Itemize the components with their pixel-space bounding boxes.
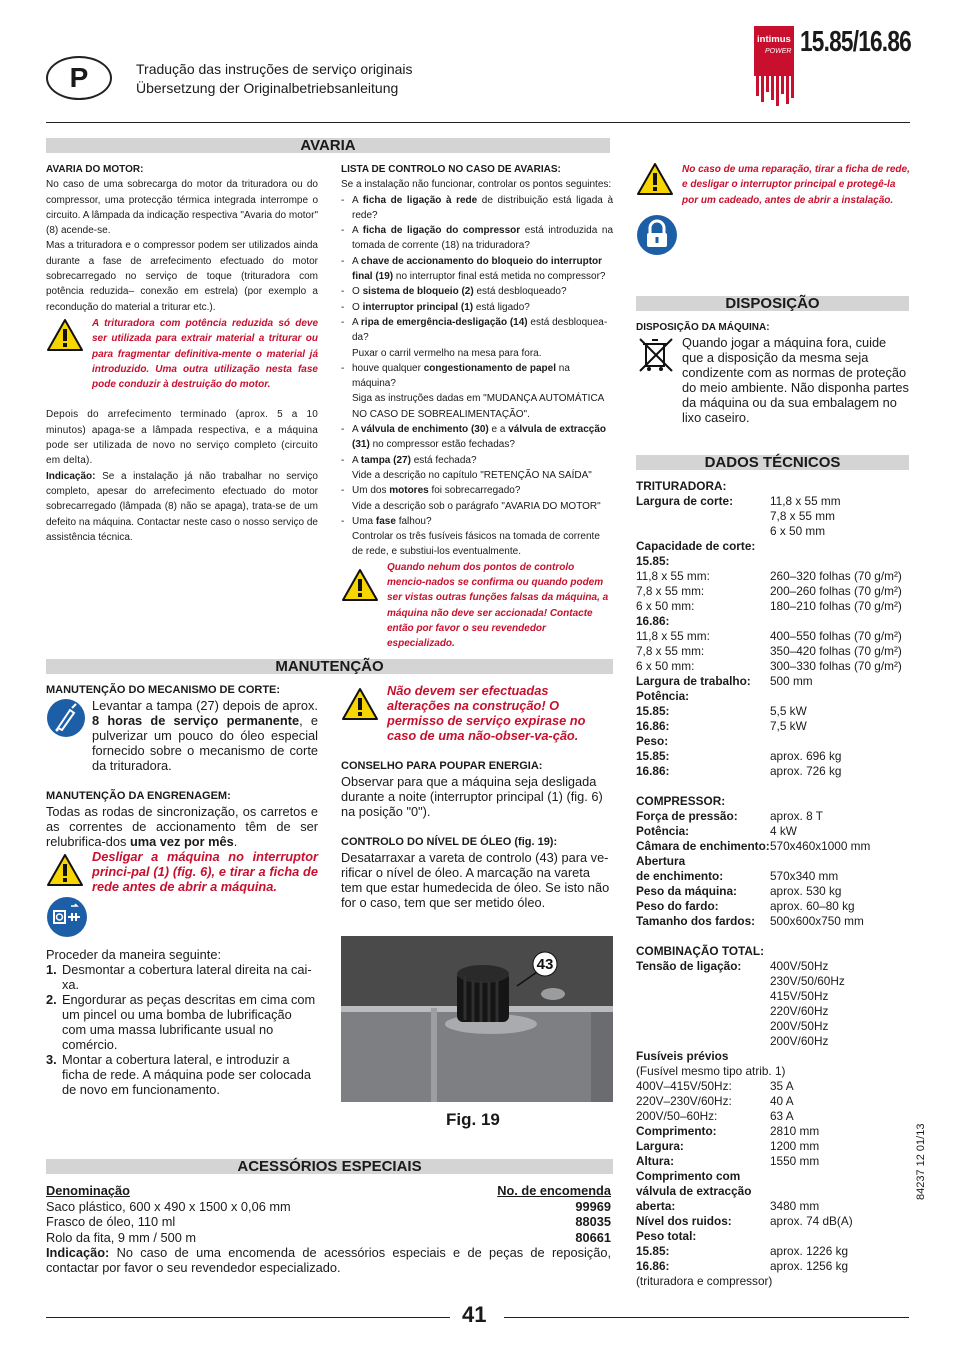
spec-label: TRITURADORA: [636,479,727,493]
spec-row [636,1184,910,1199]
spec-value: 400–550 folhas (70 g/m²) [770,629,902,643]
repair-warn-text: No caso de uma reparação, tirar a ficha de rede, e desligar o interruptor principal e protegê-la por um cadeado, antes de abrir a instalação. [682,164,910,206]
list-title: LISTA DE CONTROLO NO CASO DE AVARIAS: [341,164,561,175]
spec-row [636,734,910,749]
spec-value: aprox. 8 T [770,809,823,823]
spec-label: Tamanho dos fardos: [636,914,756,928]
spec-row [636,1079,910,1094]
energia-text: Observar para que a máquina seja desligada durante a noite (interruptor principal (1) (fig. 6) na posição "0"). [341,774,603,819]
figure-caption: Fig. 19 [446,1110,500,1129]
plug-icon [46,896,318,941]
spec-value: 570x460x1000 mm [770,839,871,853]
spec-value: aprox. 726 kg [770,764,842,778]
spec-row [636,509,910,524]
accessory-row [46,1214,611,1230]
warning-icon [341,683,387,743]
step: 2. Engordurar as peças descritas em cima com um pincel ou uma bomba de lubrificação com uma massa lubrificante usual no comércio. [46,992,316,1052]
document-code: 84237 12 01/13 [915,1123,927,1200]
check-item: - A ficha de ligação do compressor está introduzida na tomada de corrente (18) na triduradora? [341,225,614,252]
accessory-order-no: 80661 [575,1229,611,1245]
corte-text: Levantar a tampa (27) depois de aprox. 8 horas de serviço permanente, e pulverizar um pouco do óleo especial fornecido sobre o mecanismo de corte da trituradora. [92,698,318,773]
eng-warn-text: Desligar a máquina no interruptor princi-pal (1) (fig. 6), e tirar a ficha de rede antes de abrir a máquina. [92,849,318,894]
spec-value: 1200 mm [770,1139,820,1153]
spec-label: Peso: [636,734,669,748]
spec-label: 200V/50–60Hz: [636,1109,718,1123]
check-item: - Uma fase falhou? Controlar os três fusíveis fásicos na tomada de corrente de rede, e substiui-los eventualmente. [341,515,600,558]
eng-title: MANUTENÇÃO DA ENGRENAGEM: [46,790,231,802]
spec-label [636,989,770,1004]
section-acessorios: ACESSÓRIOS ESPECIAIS [46,1159,613,1174]
check-item: - A chave de accionamento do bloqueio do interruptor final (19) no interruptor final está metida no compressor? [341,255,606,283]
accessory-name: Rolo da fita, 9 mm / 500 m [46,1229,197,1245]
spec-row [636,1094,910,1109]
spec-label [636,524,770,539]
spec-label: Capacidade de corte: [636,539,756,553]
spec-value: 11,8 x 55 mm [770,494,841,508]
spec-row [636,944,910,959]
spec-value: 500x600x750 mm [770,914,864,928]
col3-repair [636,162,910,261]
list-intro: Se a instalação não funcionar, controlar os pontos seguintes: [341,179,612,191]
spec-label: 400V–415V/50Hz: [636,1079,732,1093]
spec-value [770,479,910,494]
check-item: - houve qualquer congestionamento de papel na máquina? Siga as instruções dadas em "MUDANÇA AUTOMÁTICA NO CASO DE SOBREALIMENTAÇÃO". [341,362,604,420]
spec-value: 400V/50Hz [770,959,829,973]
spec-value [770,779,910,794]
header-line-1: Tradução das instruções de serviço originais [136,61,413,77]
spec-value: aprox. 530 kg [770,884,842,898]
spec-row [636,689,910,704]
spec-value: 63 A [770,1109,794,1123]
maint-col1 [46,683,318,1097]
spec-label: válvula de extracção [636,1184,752,1198]
padlock-icon [636,214,910,261]
disposal-text: Quando jogar a máquina fora, cuide que a disposição da mesma seja condizente com as normas de proteção do meio ambiente. Não disponha partes da máquina ou da sua embalagem no lixo caseiro. [682,335,909,426]
spec-value: 200–260 folhas (70 g/m²) [770,584,902,598]
spec-value: 180–210 folhas (70 g/m²) [770,599,902,613]
accessory-name: Frasco de óleo, 110 ml [46,1214,176,1229]
spec-row [636,989,910,1004]
language-badge: P [46,56,112,100]
motor-warning [46,316,318,392]
spec-label: Largura: [636,1139,684,1153]
spec-row [636,914,910,929]
spec-row [636,794,910,809]
accessory-order-no: 88035 [575,1214,611,1229]
step: 3. Montar a cobertura lateral, e introduzir a ficha de rede. A máquina pode ser colocada de novo em funcionamento. [46,1052,312,1097]
brand-name: intimus [757,34,791,45]
spec-row [636,569,910,584]
spec-value [770,734,910,749]
spec-value: 3480 mm [770,1199,820,1213]
spec-value: 500 mm [770,674,813,688]
spec-row [636,899,910,914]
accessory-row [46,1199,611,1215]
spec-value: aprox. 74 dB(A) [770,1214,853,1228]
warning-icon [46,849,92,894]
spec-row [636,629,910,644]
brand-sub: POWER [765,48,792,55]
spec-label: Largura de trabalho: [636,674,751,688]
spec-row [636,494,910,509]
spec-label [636,929,770,944]
motor-p3: Depois do arrefecimento terminado (aprox. 5 a 10 minutos) apaga-se a lâmpada respectiva, e a máquina pode ser utilizada de novo no serviço completo (circuito em delta). [46,409,318,467]
spec-row [636,959,910,974]
spec-label: Fusíveis prévios [636,1049,729,1063]
header-text [136,60,413,98]
spec-row [636,1034,910,1049]
spec-label: 15.85: [636,749,670,763]
spec-value: aprox. 60–80 kg [770,899,855,913]
spec-value: 5,5 kW [770,704,807,718]
check-item: - O interruptor principal (1) está ligado? [341,301,530,313]
col3-disposal [636,320,910,425]
spec-value [785,1064,910,1079]
spec-row [636,1229,910,1244]
spec-row [636,614,910,629]
spec-row [636,1019,910,1034]
spec-label: 15.85: [636,1244,670,1258]
spec-label: Largura de corte: [636,494,734,508]
spec-value: 300–330 folhas (70 g/m²) [770,659,902,673]
spec-value [770,929,910,944]
spec-label [636,1034,770,1049]
spec-row [636,1109,910,1124]
spec-row [636,824,910,839]
section-manutencao: MANUTENÇÃO [46,659,613,674]
oleo-text: Desatarraxar a vareta de controlo (43) para ve-rificar o nível de óleo. A marcação na vareta tem que estar humedecida de óleo. Se isto não for o caso, tem que ser metido óleo. [341,850,610,910]
spec-label: 15.85: [636,554,670,568]
spec-row [636,1049,910,1064]
spec-value: 230V/50/60Hz [770,974,845,988]
motor-indication: Indicação: Se a instalação já não trabalhar no serviço completo, apesar do arrefecimento efectuado do motor sobrecarregado (lâmpada (8) não se apaga), trata-se de um defeito na máquina. Contactar neste caso o nosso serviço de assistência técnica. [46,470,318,543]
spec-label [636,1019,770,1034]
spec-value: 220V/60Hz [770,1004,829,1018]
spec-row [636,779,910,794]
motor-title: AVARIA DO MOTOR: [46,164,144,175]
check-item: - A válvula de enchimento (30) e a válvula de extracção (31) no compressor estão fechadas? [341,424,607,451]
spec-row [636,554,910,569]
spec-label: Comprimento com [636,1169,741,1183]
spec-row [636,1274,910,1289]
spec-label: Força de pressão: [636,809,738,823]
spec-value [764,944,910,959]
spec-row [636,1154,910,1169]
header-divider [46,122,910,123]
spec-label: 16.86: [636,614,670,628]
spec-label: 220V–230V/60Hz: [636,1094,732,1108]
spec-label: Potência: [636,824,690,838]
spec-value: 7,8 x 55 mm [770,509,835,523]
spec-row [636,929,910,944]
spec-label [636,974,770,989]
page-number: 41 [462,1302,487,1327]
spec-row [636,479,910,494]
oil-can-icon [46,698,92,773]
spec-value: aprox. 1226 kg [770,1244,849,1258]
motor-warn-text: A trituradora com potência reduzida só deve ser utilizada para extrair material a triturar ou para fragmentar definitiva-mente o material já introduzido. Uma outra utilização nesta fase pode conduzir à destruição do motor. [92,317,318,391]
spec-label: COMBINAÇÃO TOTAL: [636,944,765,958]
oil-dipstick-photo [341,936,613,1102]
spec-label: COMPRESSOR: [636,794,726,808]
spec-label: Peso da máquina: [636,884,737,898]
warning-icon [46,316,92,392]
spec-row [636,1004,910,1019]
spec-value: 35 A [770,1079,794,1093]
warning-icon [636,162,682,208]
spec-row [636,1139,910,1154]
spec-value [772,1274,910,1289]
spec-row [636,644,910,659]
check-item: - A tampa (27) está fechada? Vide a descrição no capítulo "RETENÇÃO NA SAÍDA" [341,454,592,481]
spec-label: Nível dos ruidos: [636,1214,732,1228]
spec-label: 16.86: [636,764,670,778]
spec-row [636,869,910,884]
spec-label: aberta: [636,1199,676,1213]
eng-text: Todas as rodas de sincronização, os carretos e as correntes de accionamento têm de ser relubrifica-dos uma vez por mês. [46,804,318,849]
motor-p2: Mas a trituradora e o compressor podem ser utilizados ainda durante a fase de arrefecimento efectuado do motor sobrecarregado no serviço de toque (trituradora com potência reduzida– conexão em estrela) (por exemplo a recondução do material a triturar etc.). [46,240,318,313]
accessory-order-no: 99969 [575,1198,611,1214]
accessories-header: Denominação No. de encomenda [46,1183,611,1198]
spec-row [636,884,910,899]
spec-label: 7,8 x 55 mm: [636,584,705,598]
spec-row [636,749,910,764]
spec-row [636,599,910,614]
spec-value: 6 x 50 mm [770,524,826,538]
spec-value: aprox. 1256 kg [770,1259,849,1273]
spec-value: 1550 mm [770,1154,820,1168]
disposal-title: DISPOSIÇÃO DA MÁQUINA: [636,322,770,333]
spec-value [770,614,910,629]
checklist-warn-text: Quando nehum dos pontos de controlo mencio-nados se confirma ou quando podem ser vistas outras funções falsas da máquina, a máquina não deve ser accionada! Contacte então por favor o seu revendedor especializado. [387,561,609,650]
check-item: - Um dos motores foi sobrecarregado? Vide a descrição sob o parágrafo "AVARIA DO MOTOR" [341,485,601,512]
spec-label: de enchimento: [636,869,724,883]
spec-row [636,674,910,689]
spec-label: Abertura [636,854,686,868]
accessories-note: Indicação: No caso de uma encomenda de acessórios especiais e de peças de reposição, contactar por favor o seu revendedor especializado. [46,1245,611,1275]
spec-value: 4 kW [770,824,797,838]
construction-warn: Não devem ser efectuadas alterações na construção! O permisso de serviço expirase no caso de uma não-obser-va-ção. [387,683,586,743]
spec-label: 16.86: [636,1259,670,1273]
spec-value: 350–420 folhas (70 g/m²) [770,644,902,658]
spec-row [636,854,910,869]
spec-value [770,1229,910,1244]
motor-p1: No caso de uma sobrecarga do motor da trituradora ou do compressor, uma protecção térmica integrada interrompe o circuito. A lâmpada da indicação respectiva "Avaria do motor" (8) acende-se. [46,179,318,237]
col1-avaria [46,162,318,545]
warning-icon [341,560,387,652]
spec-row [636,704,910,719]
check-item: - A ripa de emergência-desligação (14) está desbloquea-da? Puxar o carril vermelho na mesa para fora. [341,316,608,359]
spec-label: (Fusível mesmo tipo atrib. 1) [636,1064,786,1078]
spec-label: Tensão de ligação: [636,959,742,973]
section-dados: DADOS TÉCNICOS [636,455,909,470]
oleo-title: CONTROLO DO NÍVEL DE ÓLEO (fig. 19): [341,836,558,848]
intimus-logo [754,26,794,108]
accessory-name: Saco plástico, 600 x 490 x 1500 x 0,06 mm [46,1198,291,1214]
spec-label: 11,8 x 55 mm: [636,629,710,643]
spec-label [636,509,770,524]
maint-col2 [341,683,613,910]
spec-value: 570x340 mm [770,869,839,883]
spec-value: 415V/50Hz [770,989,829,1003]
spec-row [636,1259,910,1274]
spec-value: 2810 mm [770,1124,820,1138]
spec-row [636,539,910,554]
spec-value: 7,5 kW [770,719,807,733]
section-disposicao: DISPOSIÇÃO [636,296,909,311]
spec-label: 16.86: [636,719,670,733]
spec-value: 200V/50Hz [770,1019,829,1033]
spec-label: Potência: [636,689,690,703]
corte-title: MANUTENÇÃO DO MECANISMO DE CORTE: [46,684,281,696]
spec-label: Comprimento: [636,1124,717,1138]
spec-row [636,1214,910,1229]
spec-label [636,1004,770,1019]
spec-label: 7,8 x 55 mm: [636,644,705,658]
spec-value [770,1184,910,1199]
spec-row [636,524,910,539]
spec-label: (trituradora e compressor) [636,1274,773,1288]
spec-row [636,809,910,824]
proc-text: Proceder da maneira seguinte: [46,947,221,962]
energia-title: CONSELHO PARA POUPAR ENERGIA: [341,760,543,772]
tech-data [636,479,910,1289]
section-avaria: AVARIA [46,138,610,153]
spec-value [770,1169,910,1184]
accessory-row [46,1230,611,1246]
spec-row [636,584,910,599]
spec-row [636,659,910,674]
crossed-bin-icon [636,335,682,425]
spec-row [636,974,910,989]
spec-value [755,539,910,554]
header-line-2: Übersetzung der Originalbetriebsanleitung [136,80,399,96]
spec-value: 200V/60Hz [770,1034,829,1048]
spec-row [636,1169,910,1184]
checklist-warning [341,560,613,652]
footer-line-right [504,1317,909,1318]
spec-value [770,854,910,869]
accessories-table [46,1183,611,1275]
spec-label: Altura: [636,1154,675,1168]
spec-label: Peso do fardo: [636,899,719,913]
spec-row [636,1199,910,1214]
spec-row [636,719,910,734]
spec-value [770,554,910,569]
spec-value [770,794,910,809]
spec-value: 40 A [770,1094,794,1108]
spec-row [636,764,910,779]
spec-row [636,1064,910,1079]
spec-value: aprox. 696 kg [770,749,842,763]
spec-row [636,1124,910,1139]
spec-value [770,1049,910,1064]
footer-line-left [46,1317,450,1318]
spec-label: Câmara de enchimento: [636,839,770,853]
model-number: 15.85/16.86 [800,26,911,58]
spec-value: 260–320 folhas (70 g/m²) [770,569,902,583]
callout-43: 43 [536,956,554,973]
spec-row [636,839,910,854]
col2-checklist [341,162,613,652]
spec-row [636,1244,910,1259]
check-item: - O sistema de bloqueio (2) está desbloqueado? [341,286,567,298]
spec-label: Peso total: [636,1229,697,1243]
spec-label: 6 x 50 mm: [636,599,695,613]
spec-value [770,689,910,704]
spec-label: 11,8 x 55 mm: [636,569,710,583]
spec-label: 6 x 50 mm: [636,659,695,673]
step: 1. Desmontar a cobertura lateral direita na cai-xa. [46,962,312,992]
spec-label: 15.85: [636,704,670,718]
check-item: - A ficha de ligação à rede de distribuição está ligada à rede? [341,194,614,221]
accessories-rows [46,1199,611,1246]
spec-label [636,779,770,794]
